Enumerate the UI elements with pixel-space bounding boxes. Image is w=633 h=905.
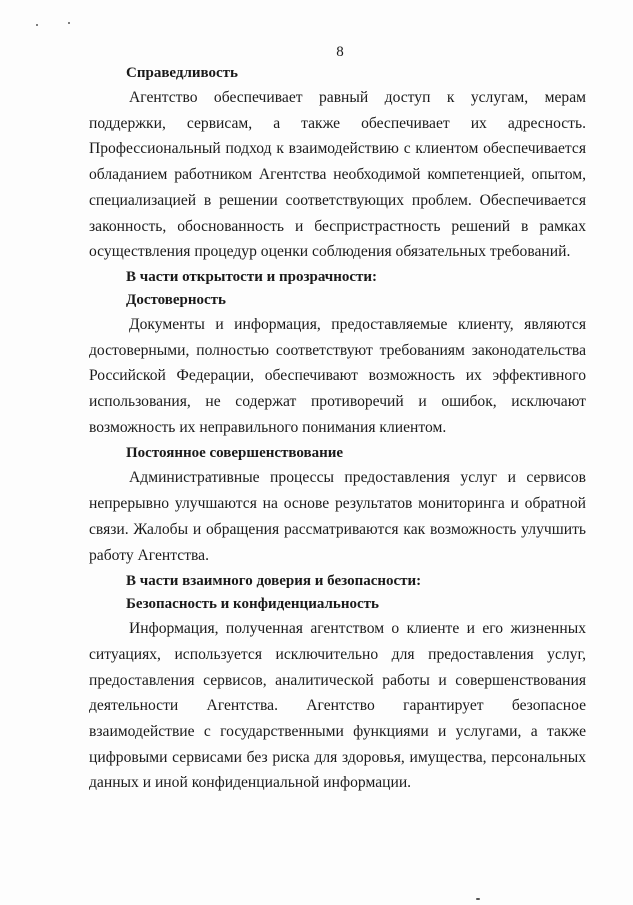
scan-speck xyxy=(36,24,38,26)
paragraph-reliability: Документы и информация, предоставляемые клиенту, являются достоверными, полностью соответствуют требованиям законодательства Российской Федерации, обеспечивают возможность их эффективного использования, не содержат противоречий и ошибок, исключают возможность их неправильного понимания клиентом. xyxy=(89,315,586,436)
section-heading-openness: В части открытости и прозрачности: xyxy=(126,268,378,285)
scan-speck xyxy=(68,22,70,24)
section-heading-security: Безопасность и конфиденциальность xyxy=(126,596,379,613)
section-heading-trust: В части взаимного доверия и безопасности: xyxy=(126,573,422,590)
scan-speck xyxy=(476,898,480,900)
page-number: 8 xyxy=(336,44,344,60)
section-heading-reliability: Достоверность xyxy=(126,291,226,308)
paragraph-fairness: Агентство обеспечивает равный доступ к услугам, мерам поддержки, сервисам, а также обеспечивает их адресность. Профессиональный подход к взаимодействию с клиентом обеспечивается обладанием работником Агентства необходимой компетенцией, опытом, специализацией в решении соответствующих проблем. Обеспечивается законность, обоснованность и беспристрастность решений в рамках осуществления процедур оценки соблюдения обязательных требований. xyxy=(89,89,586,261)
section-heading-improvement: Постоянное совершенствование xyxy=(126,445,344,462)
paragraph-improvement: Административные процессы предоставления услуг и сервисов непрерывно улучшаются на основе результатов мониторинга и обратной связи. Жалобы и обращения рассматриваются как возможность улучшить работу Агентства. xyxy=(89,469,586,564)
paragraph-security: Информация, полученная агентством о клиенте и его жизненных ситуациях, используется исключительно для предоставления услуг, предоставления сервисов, аналитической работы и совершенствования деятельности Агентства. Агентство гарантирует безопасное взаимодействие с государственными функциями и услугами, а также цифровыми сервисами без риска для здоровья, имущества, персональных данных и иной конфиденциальной информации. xyxy=(89,620,586,792)
document-body xyxy=(89,62,586,796)
section-heading-fairness: Справедливость xyxy=(126,65,238,81)
